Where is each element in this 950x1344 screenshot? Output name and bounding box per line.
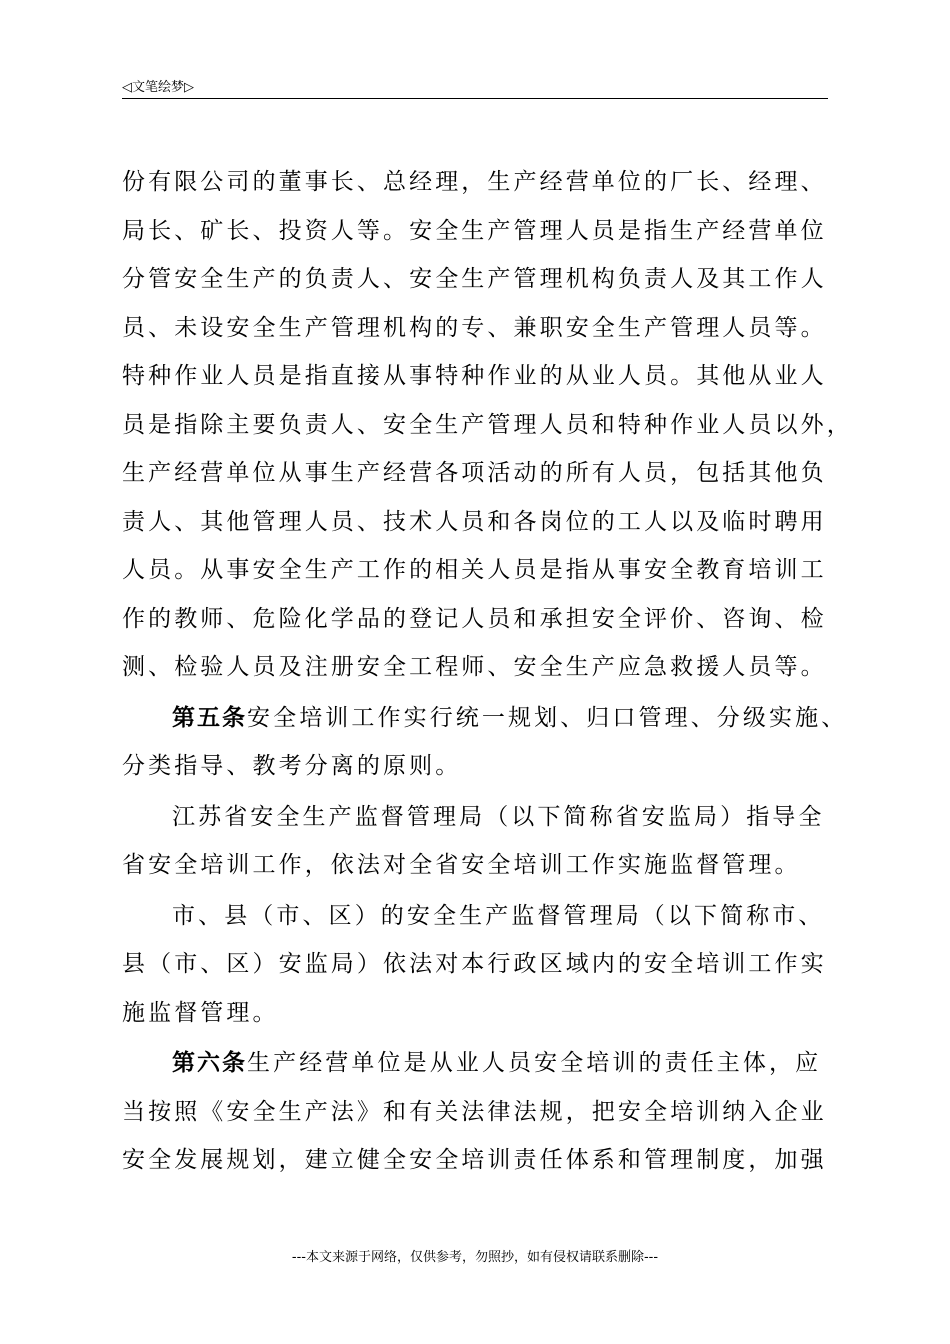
article-5-line-2: 分类指导、教考分离的原则。: [122, 753, 462, 779]
body-line: 特种作业人员是指直接从事特种作业的从业人员。其他从业人: [122, 363, 827, 389]
article-6-line-1: [122, 1039, 832, 1088]
body-line: 责人、其他管理人员、技术人员和各岗位的工人以及临时聘用: [122, 508, 827, 535]
body-line: 生产经营单位从事生产经营各项活动的所有人员，包括其他负: [122, 460, 827, 486]
document-body: [122, 158, 853, 1185]
body-line: 员、未设安全生产管理机构的专、兼职安全生产管理人员等。: [122, 314, 827, 341]
city-para-line-1: 市、县（市、区）的安全生产监督管理局（以下简称市、: [172, 902, 825, 929]
body-line: 局长、矿长、投资人等。安全生产管理人员是指生产经营单位: [122, 217, 827, 244]
body-line: 分管安全生产的负责人、安全生产管理机构负责人及其工作人: [122, 266, 827, 292]
article-6-line-3: 安全发展规划，建立健全安全培训责任体系和管理制度，加强: [122, 1147, 827, 1173]
body-line: 人员。从事安全生产工作的相关人员是指从事安全教育培训工: [122, 557, 827, 583]
article-6-text: 生产经营单位是从业人员安全培训的责任主体，应: [247, 1050, 822, 1076]
article-5-line-1: [122, 694, 848, 743]
body-line: 测、检验人员及注册安全工程师、安全生产应急救援人员等。: [122, 654, 827, 680]
page-footer: ---本文来源于网络，仅供参考，勿照抄，如有侵权请联系删除---: [291, 1250, 659, 1265]
article-5-heading: 第五条: [172, 703, 247, 731]
article-6-heading: 第六条: [172, 1049, 247, 1076]
body-line: 员是指除主要负责人、安全生产管理人员和特种作业人员以外，: [122, 411, 853, 438]
province-para-line-1: 江苏省安全生产监督管理局（以下简称省安监局）指导全: [172, 803, 825, 830]
city-para-line-3: 施监督管理。: [122, 999, 279, 1026]
article-6-line-2: 当按照《安全生产法》和有关法律法规，把安全培训纳入企业: [122, 1098, 827, 1125]
article-5-text: 安全培训工作实行统一规划、归口管理、分级实施、: [247, 704, 848, 731]
body-line: 份有限公司的董事长、总经理，生产经营单位的厂长、经理、: [122, 169, 827, 195]
province-para-line-2: 省安全培训工作，依法对全省安全培训工作实施监督管理。: [122, 852, 801, 878]
header-label: ◁文笔绘梦▷: [122, 80, 194, 95]
page-header: [122, 74, 828, 99]
body-line: 作的教师、危险化学品的登记人员和承担安全评价、咨询、检: [122, 605, 827, 632]
city-para-line-2: 县（市、区）安监局）依法对本行政区域内的安全培训工作实: [122, 951, 827, 977]
